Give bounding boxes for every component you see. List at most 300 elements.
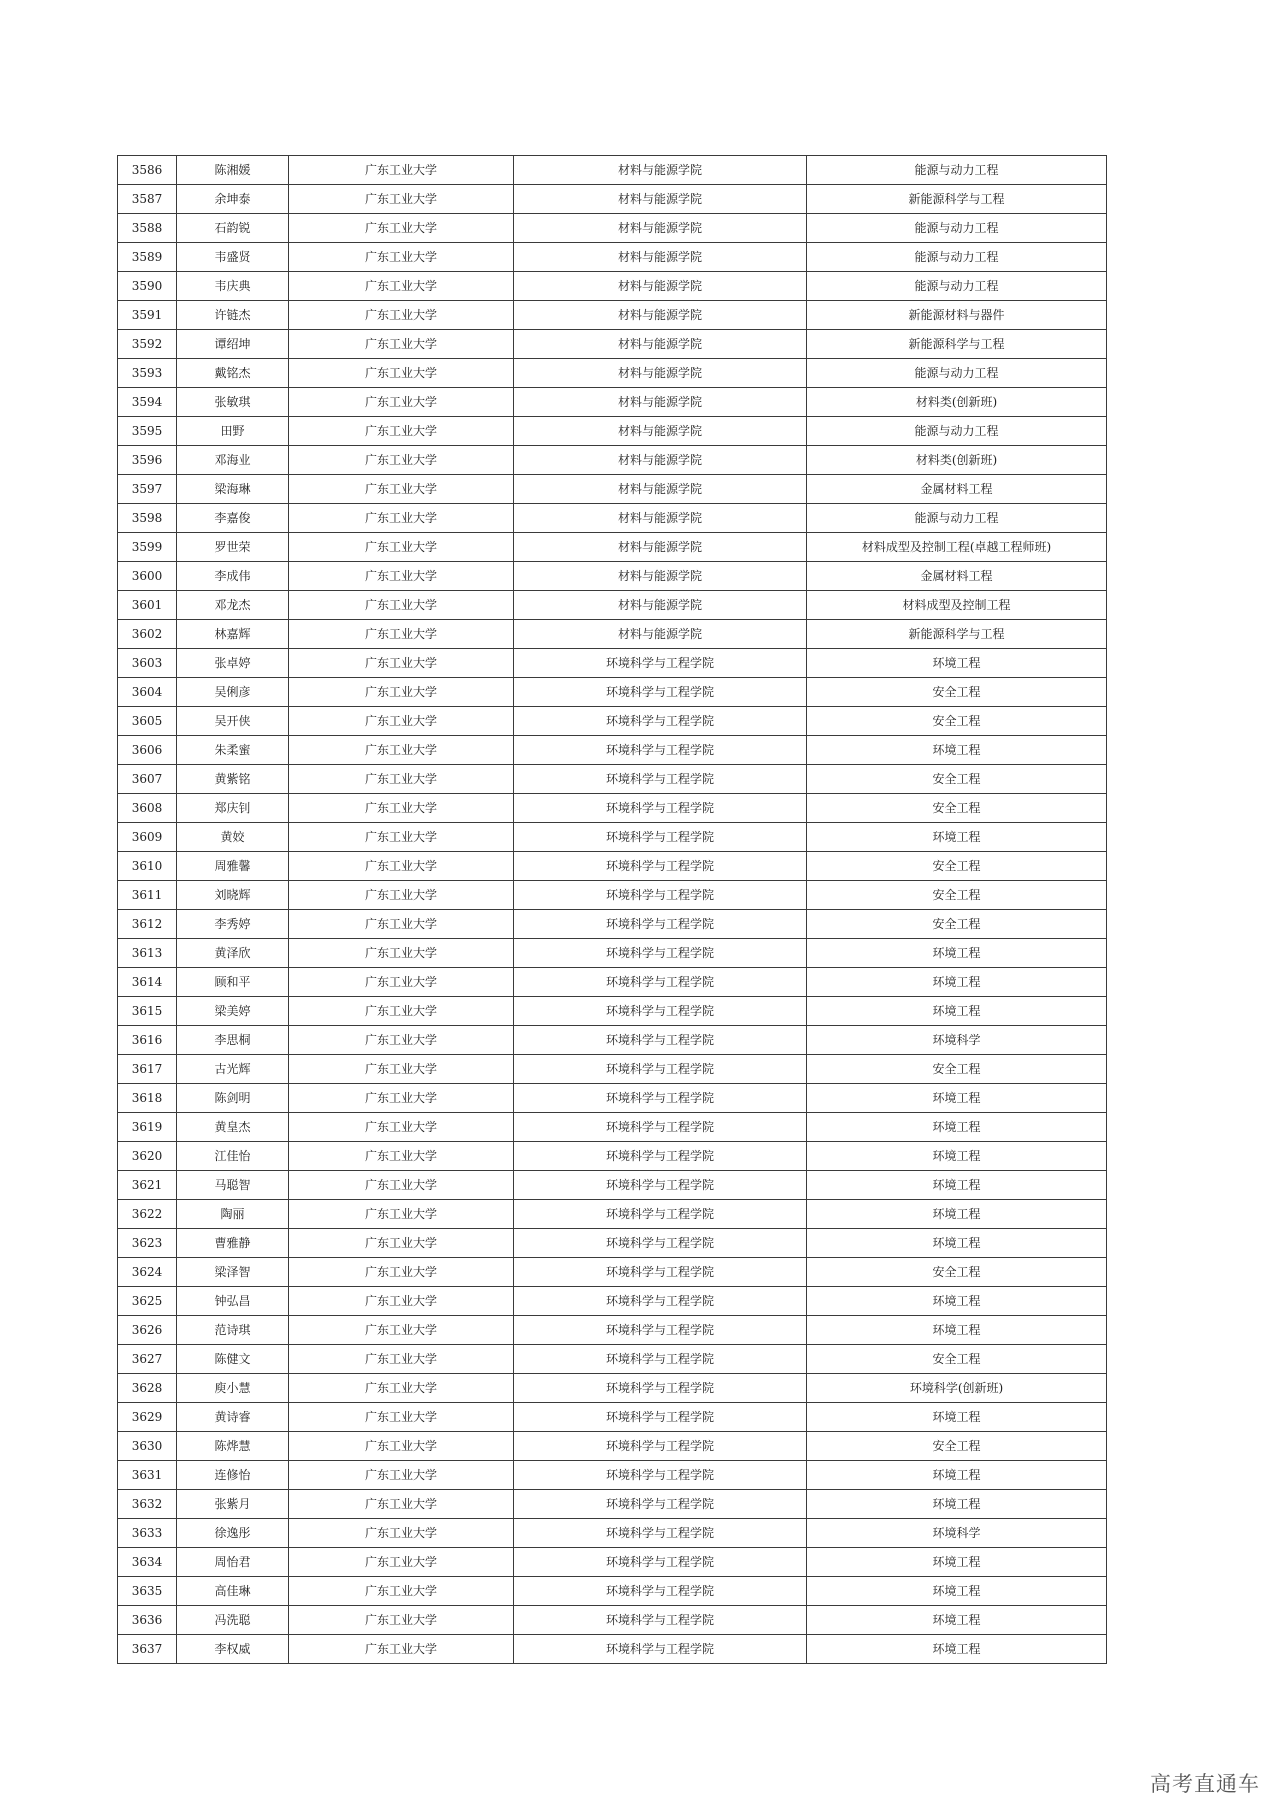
student-name-cell: 邓龙杰 — [177, 591, 289, 620]
university-cell: 广东工业大学 — [289, 388, 514, 417]
watermark-logo: 高考直通车 — [1150, 1772, 1260, 1796]
college-cell: 材料与能源学院 — [514, 359, 807, 388]
student-name-cell: 马聪智 — [177, 1171, 289, 1200]
major-cell: 环境工程 — [807, 1635, 1107, 1664]
major-cell: 安全工程 — [807, 910, 1107, 939]
college-cell: 材料与能源学院 — [514, 533, 807, 562]
major-cell: 环境工程 — [807, 1577, 1107, 1606]
student-name-cell: 邓海业 — [177, 446, 289, 475]
major-cell: 环境工程 — [807, 1142, 1107, 1171]
student-name-cell: 韦庆典 — [177, 272, 289, 301]
row-number-cell: 3631 — [118, 1461, 177, 1490]
table-row — [118, 852, 1107, 881]
table-row — [118, 1142, 1107, 1171]
student-name-cell: 江佳怡 — [177, 1142, 289, 1171]
college-cell: 环境科学与工程学院 — [514, 765, 807, 794]
university-cell: 广东工业大学 — [289, 562, 514, 591]
major-cell: 安全工程 — [807, 852, 1107, 881]
university-cell: 广东工业大学 — [289, 910, 514, 939]
major-cell: 环境科学(创新班) — [807, 1374, 1107, 1403]
university-cell: 广东工业大学 — [289, 1490, 514, 1519]
university-cell: 广东工业大学 — [289, 301, 514, 330]
major-cell: 环境工程 — [807, 939, 1107, 968]
college-cell: 材料与能源学院 — [514, 330, 807, 359]
college-cell: 材料与能源学院 — [514, 446, 807, 475]
college-cell: 环境科学与工程学院 — [514, 1519, 807, 1548]
student-name-cell: 冯洗聪 — [177, 1606, 289, 1635]
university-cell: 广东工业大学 — [289, 1171, 514, 1200]
college-cell: 环境科学与工程学院 — [514, 1606, 807, 1635]
student-name-cell: 刘晓辉 — [177, 881, 289, 910]
university-cell: 广东工业大学 — [289, 533, 514, 562]
university-cell: 广东工业大学 — [289, 475, 514, 504]
table-row — [118, 1519, 1107, 1548]
university-cell: 广东工业大学 — [289, 1345, 514, 1374]
major-cell: 能源与动力工程 — [807, 156, 1107, 185]
student-name-cell: 田野 — [177, 417, 289, 446]
row-number-cell: 3606 — [118, 736, 177, 765]
college-cell: 环境科学与工程学院 — [514, 794, 807, 823]
college-cell: 环境科学与工程学院 — [514, 852, 807, 881]
row-number-cell: 3591 — [118, 301, 177, 330]
row-number-cell: 3618 — [118, 1084, 177, 1113]
table-row — [118, 475, 1107, 504]
student-name-cell: 黄皇杰 — [177, 1113, 289, 1142]
major-cell: 安全工程 — [807, 794, 1107, 823]
row-number-cell: 3607 — [118, 765, 177, 794]
major-cell: 材料成型及控制工程(卓越工程师班) — [807, 533, 1107, 562]
table-row — [118, 1374, 1107, 1403]
row-number-cell: 3587 — [118, 185, 177, 214]
table-row — [118, 185, 1107, 214]
table-row — [118, 1084, 1107, 1113]
university-cell: 广东工业大学 — [289, 1113, 514, 1142]
university-cell: 广东工业大学 — [289, 1316, 514, 1345]
major-cell: 环境工程 — [807, 1606, 1107, 1635]
college-cell: 环境科学与工程学院 — [514, 1200, 807, 1229]
row-number-cell: 3603 — [118, 649, 177, 678]
university-cell: 广东工业大学 — [289, 1519, 514, 1548]
row-number-cell: 3609 — [118, 823, 177, 852]
student-name-cell: 黄姣 — [177, 823, 289, 852]
row-number-cell: 3627 — [118, 1345, 177, 1374]
college-cell: 材料与能源学院 — [514, 620, 807, 649]
row-number-cell: 3635 — [118, 1577, 177, 1606]
table-row — [118, 243, 1107, 272]
college-cell: 材料与能源学院 — [514, 388, 807, 417]
major-cell: 环境工程 — [807, 1229, 1107, 1258]
major-cell: 环境工程 — [807, 1403, 1107, 1432]
table-row — [118, 881, 1107, 910]
major-cell: 环境工程 — [807, 1113, 1107, 1142]
major-cell: 能源与动力工程 — [807, 243, 1107, 272]
major-cell: 能源与动力工程 — [807, 272, 1107, 301]
major-cell: 能源与动力工程 — [807, 214, 1107, 243]
major-cell: 环境工程 — [807, 1200, 1107, 1229]
table-row — [118, 330, 1107, 359]
row-number-cell: 3626 — [118, 1316, 177, 1345]
student-name-cell: 陈剑明 — [177, 1084, 289, 1113]
row-number-cell: 3600 — [118, 562, 177, 591]
student-name-cell: 吴俐彦 — [177, 678, 289, 707]
college-cell: 环境科学与工程学院 — [514, 823, 807, 852]
row-number-cell: 3623 — [118, 1229, 177, 1258]
college-cell: 环境科学与工程学院 — [514, 1055, 807, 1084]
college-cell: 环境科学与工程学院 — [514, 736, 807, 765]
student-name-cell: 黄诗睿 — [177, 1403, 289, 1432]
table-row — [118, 1113, 1107, 1142]
major-cell: 能源与动力工程 — [807, 417, 1107, 446]
student-name-cell: 罗世荣 — [177, 533, 289, 562]
row-number-cell: 3611 — [118, 881, 177, 910]
major-cell: 金属材料工程 — [807, 562, 1107, 591]
university-cell: 广东工业大学 — [289, 417, 514, 446]
table-row — [118, 910, 1107, 939]
row-number-cell: 3619 — [118, 1113, 177, 1142]
university-cell: 广东工业大学 — [289, 591, 514, 620]
college-cell: 环境科学与工程学院 — [514, 881, 807, 910]
table-row — [118, 417, 1107, 446]
table-row — [118, 156, 1107, 185]
row-number-cell: 3634 — [118, 1548, 177, 1577]
student-name-cell: 陶丽 — [177, 1200, 289, 1229]
student-name-cell: 朱柔蜜 — [177, 736, 289, 765]
student-name-cell: 李嘉俊 — [177, 504, 289, 533]
university-cell: 广东工业大学 — [289, 1142, 514, 1171]
table-row — [118, 1287, 1107, 1316]
university-cell: 广东工业大学 — [289, 823, 514, 852]
university-cell: 广东工业大学 — [289, 156, 514, 185]
table-row — [118, 1606, 1107, 1635]
table-row — [118, 446, 1107, 475]
major-cell: 新能源科学与工程 — [807, 330, 1107, 359]
college-cell: 材料与能源学院 — [514, 591, 807, 620]
student-name-cell: 郑庆钊 — [177, 794, 289, 823]
row-number-cell: 3613 — [118, 939, 177, 968]
table-row — [118, 301, 1107, 330]
major-cell: 环境工程 — [807, 968, 1107, 997]
major-cell: 环境工程 — [807, 1461, 1107, 1490]
university-cell: 广东工业大学 — [289, 620, 514, 649]
university-cell: 广东工业大学 — [289, 243, 514, 272]
table-row — [118, 1258, 1107, 1287]
student-name-cell: 古光辉 — [177, 1055, 289, 1084]
college-cell: 材料与能源学院 — [514, 156, 807, 185]
major-cell: 环境科学 — [807, 1026, 1107, 1055]
university-cell: 广东工业大学 — [289, 359, 514, 388]
university-cell: 广东工业大学 — [289, 1084, 514, 1113]
student-name-cell: 陈湘媛 — [177, 156, 289, 185]
row-number-cell: 3614 — [118, 968, 177, 997]
student-name-cell: 吴开侠 — [177, 707, 289, 736]
student-name-cell: 陈健文 — [177, 1345, 289, 1374]
major-cell: 新能源科学与工程 — [807, 620, 1107, 649]
student-name-cell: 石韵锐 — [177, 214, 289, 243]
university-cell: 广东工业大学 — [289, 1200, 514, 1229]
university-cell: 广东工业大学 — [289, 1374, 514, 1403]
student-name-cell: 李思桐 — [177, 1026, 289, 1055]
student-name-cell: 顾和平 — [177, 968, 289, 997]
college-cell: 环境科学与工程学院 — [514, 707, 807, 736]
row-number-cell: 3602 — [118, 620, 177, 649]
university-cell: 广东工业大学 — [289, 968, 514, 997]
table-row — [118, 1316, 1107, 1345]
row-number-cell: 3612 — [118, 910, 177, 939]
major-cell: 安全工程 — [807, 1432, 1107, 1461]
student-name-cell: 谭绍坤 — [177, 330, 289, 359]
major-cell: 安全工程 — [807, 707, 1107, 736]
university-cell: 广东工业大学 — [289, 504, 514, 533]
row-number-cell: 3622 — [118, 1200, 177, 1229]
row-number-cell: 3586 — [118, 156, 177, 185]
major-cell: 环境工程 — [807, 1084, 1107, 1113]
table-row — [118, 1026, 1107, 1055]
table-row — [118, 388, 1107, 417]
college-cell: 材料与能源学院 — [514, 417, 807, 446]
row-number-cell: 3588 — [118, 214, 177, 243]
university-cell: 广东工业大学 — [289, 881, 514, 910]
student-name-cell: 李权威 — [177, 1635, 289, 1664]
university-cell: 广东工业大学 — [289, 765, 514, 794]
student-table-body — [118, 156, 1107, 1664]
student-name-cell: 张卓婷 — [177, 649, 289, 678]
row-number-cell: 3596 — [118, 446, 177, 475]
table-row — [118, 1548, 1107, 1577]
table-row — [118, 1577, 1107, 1606]
college-cell: 材料与能源学院 — [514, 301, 807, 330]
table-row — [118, 359, 1107, 388]
table-row — [118, 765, 1107, 794]
college-cell: 环境科学与工程学院 — [514, 1345, 807, 1374]
university-cell: 广东工业大学 — [289, 1055, 514, 1084]
student-name-cell: 张紫月 — [177, 1490, 289, 1519]
university-cell: 广东工业大学 — [289, 1258, 514, 1287]
student-name-cell: 范诗琪 — [177, 1316, 289, 1345]
college-cell: 环境科学与工程学院 — [514, 1490, 807, 1519]
student-name-cell: 连修怡 — [177, 1461, 289, 1490]
university-cell: 广东工业大学 — [289, 649, 514, 678]
major-cell: 安全工程 — [807, 1055, 1107, 1084]
student-name-cell: 余坤泰 — [177, 185, 289, 214]
student-name-cell: 庾小慧 — [177, 1374, 289, 1403]
student-name-cell: 梁美婷 — [177, 997, 289, 1026]
major-cell: 能源与动力工程 — [807, 504, 1107, 533]
university-cell: 广东工业大学 — [289, 1548, 514, 1577]
row-number-cell: 3593 — [118, 359, 177, 388]
major-cell: 安全工程 — [807, 765, 1107, 794]
student-name-cell: 曹雅静 — [177, 1229, 289, 1258]
university-cell: 广东工业大学 — [289, 678, 514, 707]
major-cell: 安全工程 — [807, 1258, 1107, 1287]
university-cell: 广东工业大学 — [289, 214, 514, 243]
table-row — [118, 533, 1107, 562]
table-row — [118, 794, 1107, 823]
table-row — [118, 1345, 1107, 1374]
row-number-cell: 3605 — [118, 707, 177, 736]
table-row — [118, 504, 1107, 533]
major-cell: 环境工程 — [807, 1548, 1107, 1577]
table-row — [118, 736, 1107, 765]
row-number-cell: 3632 — [118, 1490, 177, 1519]
college-cell: 材料与能源学院 — [514, 504, 807, 533]
row-number-cell: 3616 — [118, 1026, 177, 1055]
major-cell: 环境工程 — [807, 1316, 1107, 1345]
table-row — [118, 707, 1107, 736]
row-number-cell: 3601 — [118, 591, 177, 620]
student-name-cell: 戴铭杰 — [177, 359, 289, 388]
college-cell: 环境科学与工程学院 — [514, 1229, 807, 1258]
college-cell: 材料与能源学院 — [514, 562, 807, 591]
student-name-cell: 高佳琳 — [177, 1577, 289, 1606]
row-number-cell: 3633 — [118, 1519, 177, 1548]
table-row — [118, 1403, 1107, 1432]
row-number-cell: 3621 — [118, 1171, 177, 1200]
student-name-cell: 周怡君 — [177, 1548, 289, 1577]
row-number-cell: 3617 — [118, 1055, 177, 1084]
table-row — [118, 214, 1107, 243]
college-cell: 环境科学与工程学院 — [514, 1026, 807, 1055]
row-number-cell: 3620 — [118, 1142, 177, 1171]
university-cell: 广东工业大学 — [289, 1461, 514, 1490]
row-number-cell: 3630 — [118, 1432, 177, 1461]
college-cell: 环境科学与工程学院 — [514, 1548, 807, 1577]
row-number-cell: 3629 — [118, 1403, 177, 1432]
major-cell: 材料类(创新班) — [807, 388, 1107, 417]
major-cell: 环境科学 — [807, 1519, 1107, 1548]
table-row — [118, 1055, 1107, 1084]
row-number-cell: 3625 — [118, 1287, 177, 1316]
student-name-cell: 李秀婷 — [177, 910, 289, 939]
college-cell: 环境科学与工程学院 — [514, 1287, 807, 1316]
university-cell: 广东工业大学 — [289, 272, 514, 301]
college-cell: 材料与能源学院 — [514, 272, 807, 301]
major-cell: 环境工程 — [807, 649, 1107, 678]
student-name-cell: 许链杰 — [177, 301, 289, 330]
row-number-cell: 3592 — [118, 330, 177, 359]
student-name-cell: 李成伟 — [177, 562, 289, 591]
college-cell: 材料与能源学院 — [514, 475, 807, 504]
university-cell: 广东工业大学 — [289, 1577, 514, 1606]
university-cell: 广东工业大学 — [289, 1287, 514, 1316]
student-name-cell: 梁海琳 — [177, 475, 289, 504]
student-name-cell: 梁泽智 — [177, 1258, 289, 1287]
college-cell: 环境科学与工程学院 — [514, 939, 807, 968]
university-cell: 广东工业大学 — [289, 1229, 514, 1258]
table-row — [118, 591, 1107, 620]
college-cell: 环境科学与工程学院 — [514, 997, 807, 1026]
student-name-cell: 周雅馨 — [177, 852, 289, 881]
table-row — [118, 823, 1107, 852]
row-number-cell: 3615 — [118, 997, 177, 1026]
student-name-cell: 陈烨慧 — [177, 1432, 289, 1461]
major-cell: 环境工程 — [807, 736, 1107, 765]
row-number-cell: 3597 — [118, 475, 177, 504]
university-cell: 广东工业大学 — [289, 1635, 514, 1664]
college-cell: 环境科学与工程学院 — [514, 1374, 807, 1403]
table-row — [118, 1432, 1107, 1461]
university-cell: 广东工业大学 — [289, 707, 514, 736]
student-table — [117, 155, 1107, 1664]
student-name-cell: 张敏琪 — [177, 388, 289, 417]
college-cell: 环境科学与工程学院 — [514, 910, 807, 939]
table-row — [118, 272, 1107, 301]
row-number-cell: 3610 — [118, 852, 177, 881]
university-cell: 广东工业大学 — [289, 330, 514, 359]
major-cell: 安全工程 — [807, 678, 1107, 707]
major-cell: 新能源材料与器件 — [807, 301, 1107, 330]
table-row — [118, 1635, 1107, 1664]
student-name-cell: 林嘉辉 — [177, 620, 289, 649]
university-cell: 广东工业大学 — [289, 852, 514, 881]
college-cell: 环境科学与工程学院 — [514, 1113, 807, 1142]
table-row — [118, 1229, 1107, 1258]
university-cell: 广东工业大学 — [289, 1432, 514, 1461]
university-cell: 广东工业大学 — [289, 185, 514, 214]
college-cell: 环境科学与工程学院 — [514, 1084, 807, 1113]
university-cell: 广东工业大学 — [289, 997, 514, 1026]
table-row — [118, 620, 1107, 649]
college-cell: 环境科学与工程学院 — [514, 649, 807, 678]
major-cell: 环境工程 — [807, 1171, 1107, 1200]
university-cell: 广东工业大学 — [289, 939, 514, 968]
university-cell: 广东工业大学 — [289, 1606, 514, 1635]
university-cell: 广东工业大学 — [289, 794, 514, 823]
student-name-cell: 黄泽欣 — [177, 939, 289, 968]
row-number-cell: 3624 — [118, 1258, 177, 1287]
table-row — [118, 997, 1107, 1026]
student-name-cell: 韦盛贤 — [177, 243, 289, 272]
row-number-cell: 3594 — [118, 388, 177, 417]
major-cell: 材料成型及控制工程 — [807, 591, 1107, 620]
university-cell: 广东工业大学 — [289, 446, 514, 475]
university-cell: 广东工业大学 — [289, 736, 514, 765]
row-number-cell: 3599 — [118, 533, 177, 562]
major-cell: 新能源科学与工程 — [807, 185, 1107, 214]
row-number-cell: 3637 — [118, 1635, 177, 1664]
table-row — [118, 1490, 1107, 1519]
table-row — [118, 1200, 1107, 1229]
row-number-cell: 3589 — [118, 243, 177, 272]
major-cell: 环境工程 — [807, 1287, 1107, 1316]
table-row — [118, 1171, 1107, 1200]
row-number-cell: 3604 — [118, 678, 177, 707]
college-cell: 环境科学与工程学院 — [514, 1316, 807, 1345]
college-cell: 环境科学与工程学院 — [514, 1432, 807, 1461]
table-row — [118, 1461, 1107, 1490]
college-cell: 环境科学与工程学院 — [514, 1461, 807, 1490]
college-cell: 环境科学与工程学院 — [514, 1142, 807, 1171]
major-cell: 材料类(创新班) — [807, 446, 1107, 475]
college-cell: 环境科学与工程学院 — [514, 1403, 807, 1432]
table-row — [118, 649, 1107, 678]
major-cell: 安全工程 — [807, 1345, 1107, 1374]
major-cell: 能源与动力工程 — [807, 359, 1107, 388]
college-cell: 材料与能源学院 — [514, 243, 807, 272]
row-number-cell: 3608 — [118, 794, 177, 823]
college-cell: 环境科学与工程学院 — [514, 968, 807, 997]
major-cell: 环境工程 — [807, 1490, 1107, 1519]
college-cell: 环境科学与工程学院 — [514, 678, 807, 707]
college-cell: 材料与能源学院 — [514, 214, 807, 243]
row-number-cell: 3628 — [118, 1374, 177, 1403]
major-cell: 安全工程 — [807, 881, 1107, 910]
major-cell: 环境工程 — [807, 823, 1107, 852]
table-row — [118, 939, 1107, 968]
college-cell: 环境科学与工程学院 — [514, 1577, 807, 1606]
table-row — [118, 678, 1107, 707]
student-name-cell: 钟弘昌 — [177, 1287, 289, 1316]
college-cell: 环境科学与工程学院 — [514, 1171, 807, 1200]
